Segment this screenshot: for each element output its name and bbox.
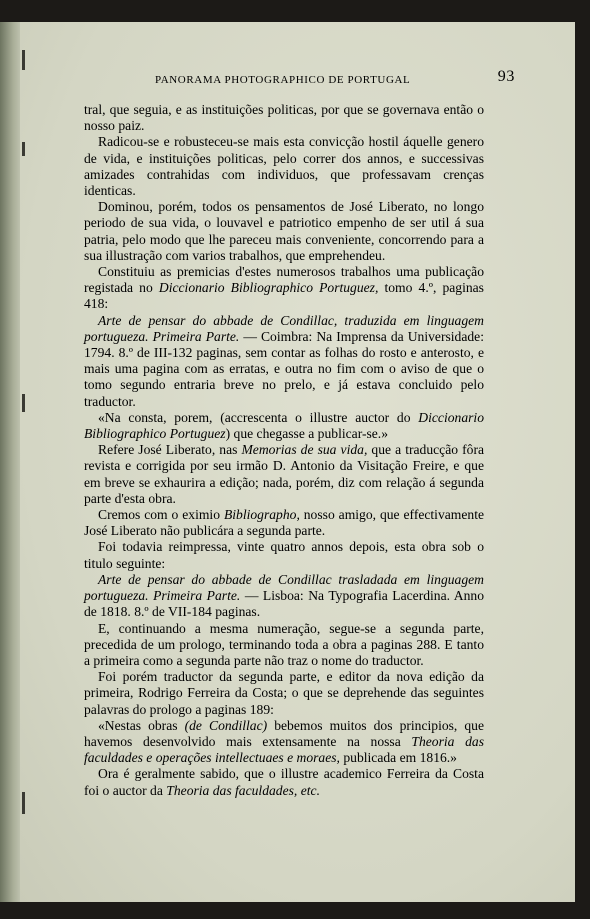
binding-mark xyxy=(22,394,25,412)
text-run: bebemos muitos dos principios, que havemos desenvolvido mais extensamente na nossa xyxy=(84,717,485,749)
paragraph xyxy=(84,572,484,621)
paragraph xyxy=(84,442,484,507)
italic-text: Theoria das faculdades, etc. xyxy=(166,782,320,798)
text-run: Radicou-se e robusteceu-se mais esta convicção hostil áquelle genero de vida, e instituições politicas, pelo correr dos annos, e successivas amizades contrahidas com individuos, que professavam crenças identicas. xyxy=(84,134,484,199)
text-run: Ora é geralmente sabido, que o illustre academico Ferreira da Costa foi o auctor da xyxy=(84,766,484,798)
paragraph xyxy=(84,507,484,539)
binding-mark xyxy=(22,142,25,156)
book-gutter xyxy=(0,22,22,902)
text-run: «Nestas obras xyxy=(98,717,185,733)
text-run: Foi porém traductor da segunda parte, e editor da nova edição da primeira, Rodrigo Ferreira da Costa; o que se deprehende das seguintes palavras do prologo a paginas 189: xyxy=(84,669,484,717)
text-run: tral, que seguia, e as instituições politicas, por que se governava então o nosso paiz. xyxy=(84,102,484,134)
paragraph xyxy=(84,410,484,442)
text-run: Constituiu as premicias d'estes numerosos trabalhos uma publicação registada no xyxy=(84,264,484,296)
italic-text: (de Condillac) xyxy=(184,717,268,733)
italic-text: Arte de pensar do abbade de Condillac, traduzida em linguagem portugueza. Primeira Parte. xyxy=(84,312,484,344)
page-number: 93 xyxy=(497,68,515,85)
text-run: que a traducção fôra revista e corrigida por seu irmão D. Antonio da Visitação Freire, e que em breve se exhaurira a edição; nada, porém, diz com relação á segunda parte d'esta obra. xyxy=(84,442,484,506)
text-run: ) que chegasse a publicar-se.» xyxy=(225,426,388,442)
text-run: E, continuando a mesma numeração, segue-se a segunda parte, precedida de um prologo, terminando toda a obra a paginas 288. E tanto a primeira como a segunda parte não traz o nome do traductor. xyxy=(84,620,484,668)
paragraph xyxy=(84,766,484,798)
text-run: — Lisboa: Na Typografia Lacerdina. Anno de 1818. 8.º de VII-184 paginas. xyxy=(84,588,484,620)
body-text xyxy=(84,102,484,799)
text-run: Dominou, porém, todos os pensamentos de José Liberato, no longo periodo de sua vida, o louvavel e patriotico empenho de ser util á sua patria, pelo modo que lhe pareceu mais conveniente, concorrendo para a sua illustração com varios trabalhos, que emprehendeu. xyxy=(84,199,484,263)
italic-text: Theoria das faculdades e operações intellectuaes e moraes, xyxy=(84,733,484,766)
text-run: «Na consta, porem, (accrescenta o illustre auctor do xyxy=(98,409,419,425)
paragraph xyxy=(84,539,484,571)
paragraph xyxy=(84,718,484,767)
text-run: nosso amigo, que effectivamente José Liberato não publicára a segunda parte. xyxy=(84,507,485,539)
italic-text: Arte de pensar do abbade de Condillac trasladada em linguagem portugueza. Primeira Parte. xyxy=(84,571,484,604)
text-run: tomo 4.º, paginas 418: xyxy=(84,280,484,312)
paragraph xyxy=(84,621,484,670)
paragraph xyxy=(84,134,484,199)
italic-text: Memorias de sua vida, xyxy=(241,442,368,458)
text-run: — Coimbra: Na Imprensa da Universidade: 1794. 8.º de III-132 paginas, sem contar as folhas do rosto e anterosto, e mais uma pagina com as erratas, e outra no fim com o aviso de que o tomo segundo entraria breve no prelo, e já estava concluido pelo traductor. xyxy=(84,328,484,409)
italic-text: Diccionario Bibliographico Portuguez xyxy=(84,409,484,442)
running-header xyxy=(155,68,515,92)
text-run: publicada em 1816.» xyxy=(339,750,457,766)
paragraph xyxy=(84,264,484,313)
italic-text: Bibliographo, xyxy=(223,507,300,523)
binding-mark xyxy=(22,50,25,70)
binding-mark xyxy=(22,792,25,814)
italic-text: Diccionario Bibliographico Portuguez, xyxy=(158,280,379,296)
paragraph xyxy=(84,313,484,410)
paragraph xyxy=(84,199,484,264)
text-run: Refere José Liberato, nas xyxy=(98,442,242,458)
running-title: PANORAMA PHOTOGRAPHICO DE PORTUGAL xyxy=(155,74,411,86)
paragraph xyxy=(84,102,484,134)
paragraph xyxy=(84,669,484,718)
text-run: Cremos com o eximio xyxy=(98,507,224,523)
text-run: Foi todavia reimpressa, vinte quatro annos depois, esta obra sob o titulo seguinte: xyxy=(84,539,484,571)
